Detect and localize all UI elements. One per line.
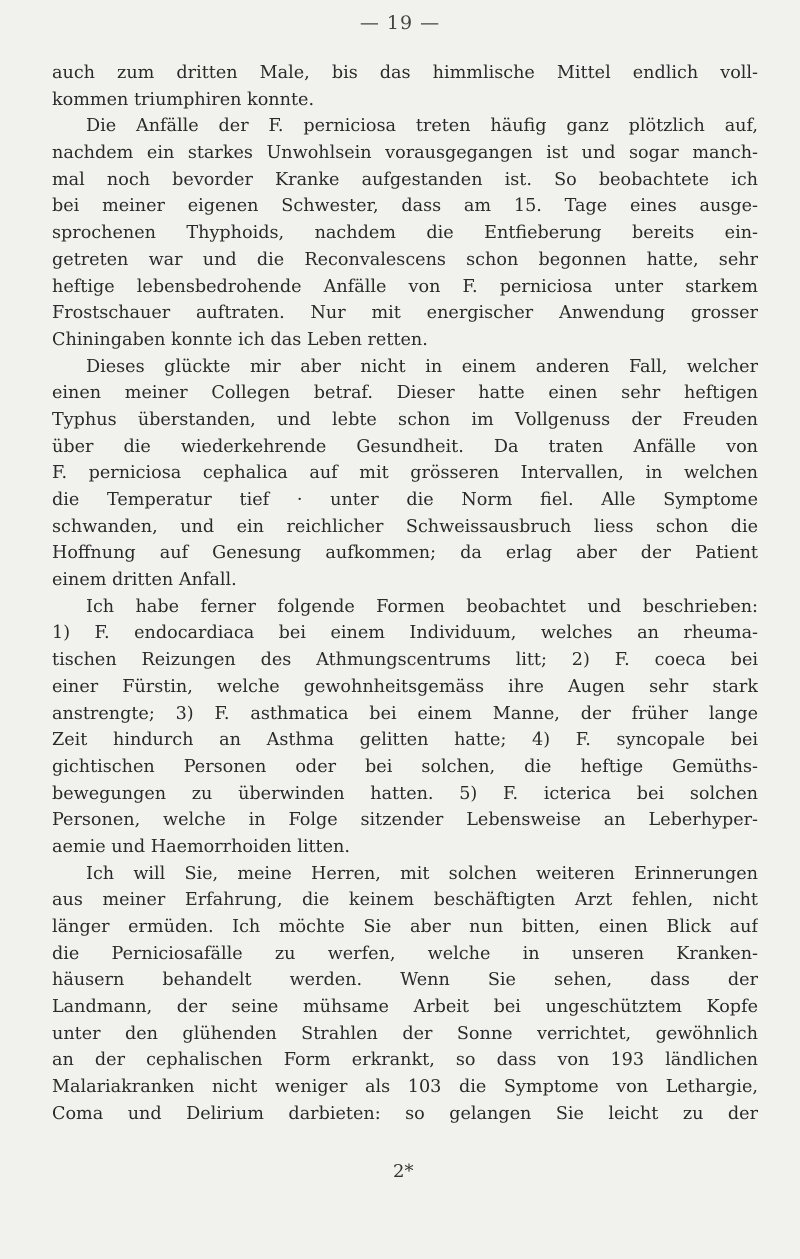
text-line: die Temperatur tief · unter die Norm fiel. Alle Symptome (52, 490, 758, 510)
text-line: gichtischen Personen oder bei solchen, die heftige Gemüths- (52, 756, 758, 777)
text-line: Ich will Sie, meine Herren, mit solchen weiteren Erinnerungen (86, 863, 758, 884)
text-line: Ich habe ferner folgende Formen beobachtet und beschrieben: (86, 596, 758, 617)
text-line: anstrengte; 3) F. asthmatica bei einem Manne, der früher lange (52, 703, 758, 724)
text-line: Personen, welche in Folge sitzender Lebensweise an Leberhyper- (52, 810, 758, 831)
text-line: bei meiner eigenen Schwester, dass am 15. Tage eines ausge- (52, 196, 758, 217)
text-line: Malariakranken nicht weniger als 103 die Symptome von Lethargie, (52, 1077, 758, 1098)
text-line: Zeit hindurch an Asthma gelitten hatte; 4) F. syncopale bei (52, 730, 758, 751)
text-line: mal noch bevorder Kranke aufgestanden ist. So beobachtete ich (52, 169, 758, 190)
text-line: Die Anfälle der F. perniciosa treten häufig ganz plötzlich auf, (86, 116, 758, 137)
text-line: Frostschauer auftraten. Nur mit energischer Anwendung grosser (52, 303, 758, 324)
text-line: einem dritten Anfall. (52, 570, 237, 591)
text-line: einen meiner Collegen betraf. Dieser hatte einen sehr heftigen (52, 383, 758, 404)
text-line: einer Fürstin, welche gewohnheitsgemäss ihre Augen sehr stark (52, 676, 758, 697)
page-number: — 19 — (359, 12, 441, 34)
text-line: sprochenen Thyphoids, nachdem die Entfieberung bereits ein- (52, 223, 758, 244)
text-line: getreten war und die Reconvalescens schon begonnen hatte, sehr (52, 249, 758, 270)
printer-signature-mark: 2* (393, 1161, 414, 1182)
text-line: Chiningaben konnte ich das Leben retten. (52, 329, 428, 350)
text-line: über die wiederkehrende Gesundheit. Da traten Anfälle von (52, 436, 758, 457)
text-line: unter den glühenden Strahlen der Sonne verrichtet, gewöhnlich (52, 1023, 758, 1044)
text-line: aus meiner Erfahrung, die keinem beschäftigten Arzt fehlen, nicht (52, 890, 758, 911)
text-line: häusern behandelt werden. Wenn Sie sehen, dass der (52, 970, 758, 991)
text-line: Typhus überstanden, und lebte schon im Vollgenuss der Freuden (52, 409, 758, 430)
text-line: aemie und Haemorrhoiden litten. (52, 836, 350, 857)
text-line: heftige lebensbedrohende Anfälle von F. perniciosa unter starkem (52, 276, 758, 297)
text-line: länger ermüden. Ich möchte Sie aber nun bitten, einen Blick auf (52, 917, 758, 937)
text-line: die Perniciosafälle zu werfen, welche in unseren Kranken- (52, 943, 758, 964)
text-line: Coma und Delirium darbieten: so gelangen Sie leicht zu der (52, 1103, 758, 1124)
text-line: F. perniciosa cephalica auf mit grösseren Intervallen, in welchen (52, 463, 758, 484)
text-line: bewegungen zu überwinden hatten. 5) F. icterica bei solchen (52, 783, 758, 804)
text-line: Dieses glückte mir aber nicht in einem anderen Fall, welcher (86, 356, 758, 377)
text-line: Landmann, der seine mühsame Arbeit bei ungeschütztem Kopfe (52, 997, 758, 1018)
text-line: nachdem ein starkes Unwohlsein vorausgegangen ist und sogar manch- (52, 143, 758, 164)
text-line: kommen triumphiren konnte. (52, 89, 315, 110)
text-line: tischen Reizungen des Athmungscentrums litt; 2) F. coeca bei (52, 650, 758, 671)
text-line: an der cephalischen Form erkrankt, so dass von 193 ländlichen (52, 1050, 758, 1071)
body-text (52, 60, 758, 1128)
text-line: schwanden, und ein reichlicher Schweissausbruch liess schon die (52, 516, 758, 537)
text-line: auch zum dritten Male, bis das himmlische Mittel endlich voll- (52, 63, 758, 83)
text-line: 1) F. endocardiaca bei einem Individuum, welches an rheuma- (52, 623, 758, 644)
text-line: Hoffnung auf Genesung aufkommen; da erlag aber der Patient (52, 543, 758, 564)
